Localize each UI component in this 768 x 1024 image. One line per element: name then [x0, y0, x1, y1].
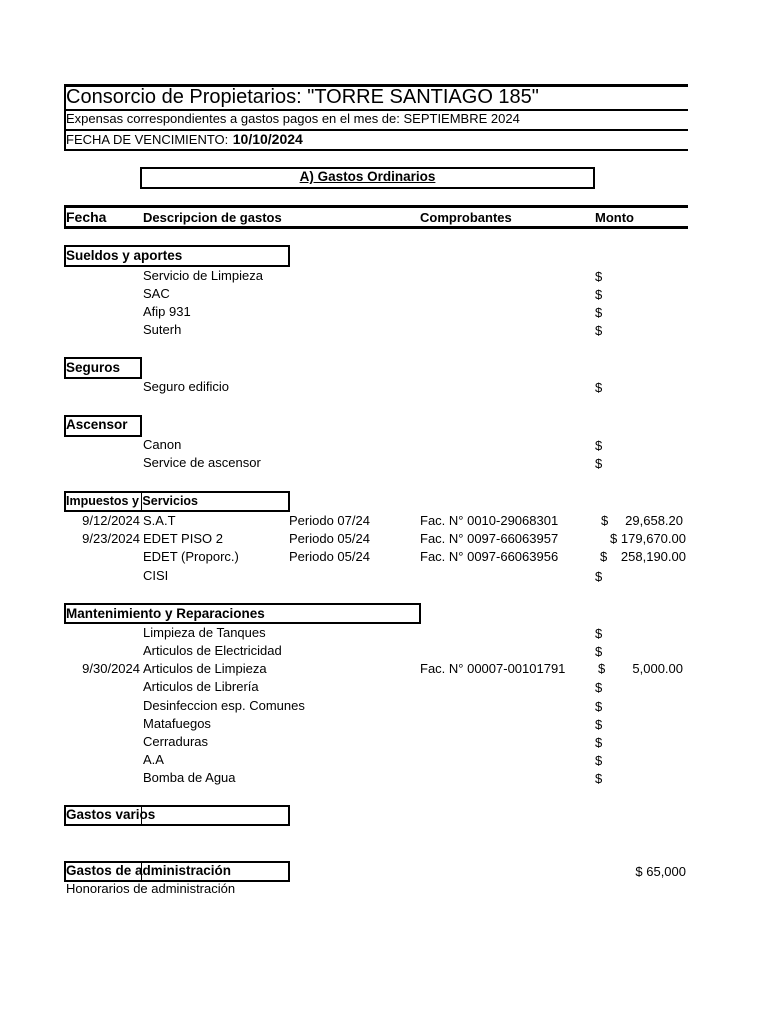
due-date-label: FECHA DE VENCIMIENTO:: [66, 132, 229, 147]
group-mantenimiento-title: Mantenimiento y Reparaciones: [66, 606, 265, 621]
administracion-total: $ 65,000: [635, 864, 686, 879]
row-currency: $: [595, 456, 603, 471]
group-sueldos-title: Sueldos y aportes: [66, 248, 183, 263]
row-currency: $: [595, 569, 603, 584]
row-currency: $: [601, 513, 609, 528]
row-currency: $: [595, 626, 603, 641]
row-currency: $: [610, 531, 618, 546]
group-impuestos-title: Impuestos y Servicios: [66, 494, 199, 508]
period-subtitle: Expensas correspondientes a gastos pagos en el mes de: SEPTIEMBRE 2024: [66, 111, 520, 126]
row-desc: Servicio de Limpieza: [143, 268, 263, 283]
row-desc: Matafuegos: [143, 716, 211, 731]
group-seguros-title: Seguros: [66, 360, 121, 375]
row-desc: Articulos de Electricidad: [143, 643, 282, 658]
row-comprobante: Fac. N° 0097-66063956: [420, 549, 559, 564]
page-title: Consorcio de Propietarios: "TORRE SANTIAGO 185": [66, 86, 539, 108]
row-currency: $: [595, 287, 603, 302]
row-desc: CISI: [143, 568, 169, 583]
row-amount: 29,658.20: [625, 513, 683, 528]
columns-top-rule: [64, 205, 688, 208]
row-amount: 258,190.00: [620, 549, 686, 564]
row-desc: Service de ascensor: [143, 455, 261, 470]
row-desc: Articulos de Librería: [143, 679, 259, 694]
row-desc: EDET (Proporc.): [143, 549, 239, 564]
row-desc: Seguro edificio: [143, 379, 229, 394]
row-currency: $: [595, 438, 603, 453]
column-monto: Monto: [595, 210, 634, 225]
row-currency: $: [598, 661, 606, 676]
column-fecha: Fecha: [66, 209, 107, 225]
row-desc: S.A.T: [143, 513, 176, 528]
row-currency: $: [595, 753, 603, 768]
row-desc: Desinfeccion esp. Comunes: [143, 698, 305, 713]
row-date: 9/30/2024: [82, 661, 140, 676]
row-currency: $: [595, 717, 603, 732]
row-desc: A.A: [143, 752, 164, 767]
row-desc: Suterh: [143, 322, 182, 337]
row-comprobante: Fac. N° 0097-66063957: [420, 531, 559, 546]
row-desc: Bomba de Agua: [143, 770, 236, 785]
row-desc: Afip 931: [143, 304, 191, 319]
row-desc: Honorarios de administración: [66, 881, 236, 896]
due-date-line: [66, 131, 303, 149]
row-amount: 179,670.00: [620, 531, 686, 546]
row-desc: Cerraduras: [143, 734, 209, 749]
columns-bottom-rule: [64, 226, 688, 229]
row-comprobante: Fac. N° 0010-29068301: [420, 513, 559, 528]
section-title: A) Gastos Ordinarios: [299, 169, 436, 184]
column-comprobantes: Comprobantes: [420, 210, 512, 225]
row-comprobante: Fac. N° 00007-00101791: [420, 661, 566, 676]
row-amount: 5,000.00: [632, 661, 683, 676]
group-administracion-title: Gastos de administración: [66, 863, 232, 878]
due-date-value: 10/10/2024: [232, 131, 303, 147]
row-currency: $: [595, 699, 603, 714]
column-descripcion: Descripcion de gastos: [143, 210, 282, 225]
row-currency: $: [595, 305, 603, 320]
row-desc: Articulos de Limpieza: [143, 661, 267, 676]
row-periodo: Periodo 05/24: [289, 549, 370, 564]
row-currency: $: [595, 269, 603, 284]
row-desc: Canon: [143, 437, 182, 452]
row-currency: $: [595, 680, 603, 695]
group-ascensor-title: Ascensor: [66, 417, 128, 432]
row-date: 9/12/2024: [82, 513, 140, 528]
row-currency: $: [600, 549, 608, 564]
row-currency: $: [595, 735, 603, 750]
row-currency: $: [595, 644, 603, 659]
header-bottom-rule: [64, 149, 688, 151]
row-desc: SAC: [143, 286, 170, 301]
row-desc: Limpieza de Tanques: [143, 625, 266, 640]
group-varios-title: Gastos varios: [66, 807, 156, 822]
row-date: 9/23/2024: [82, 531, 140, 546]
row-periodo: Periodo 07/24: [289, 513, 370, 528]
row-currency: $: [595, 380, 603, 395]
row-periodo: Periodo 05/24: [289, 531, 370, 546]
row-currency: $: [595, 323, 603, 338]
row-desc: EDET PISO 2: [143, 531, 223, 546]
row-currency: $: [595, 771, 603, 786]
